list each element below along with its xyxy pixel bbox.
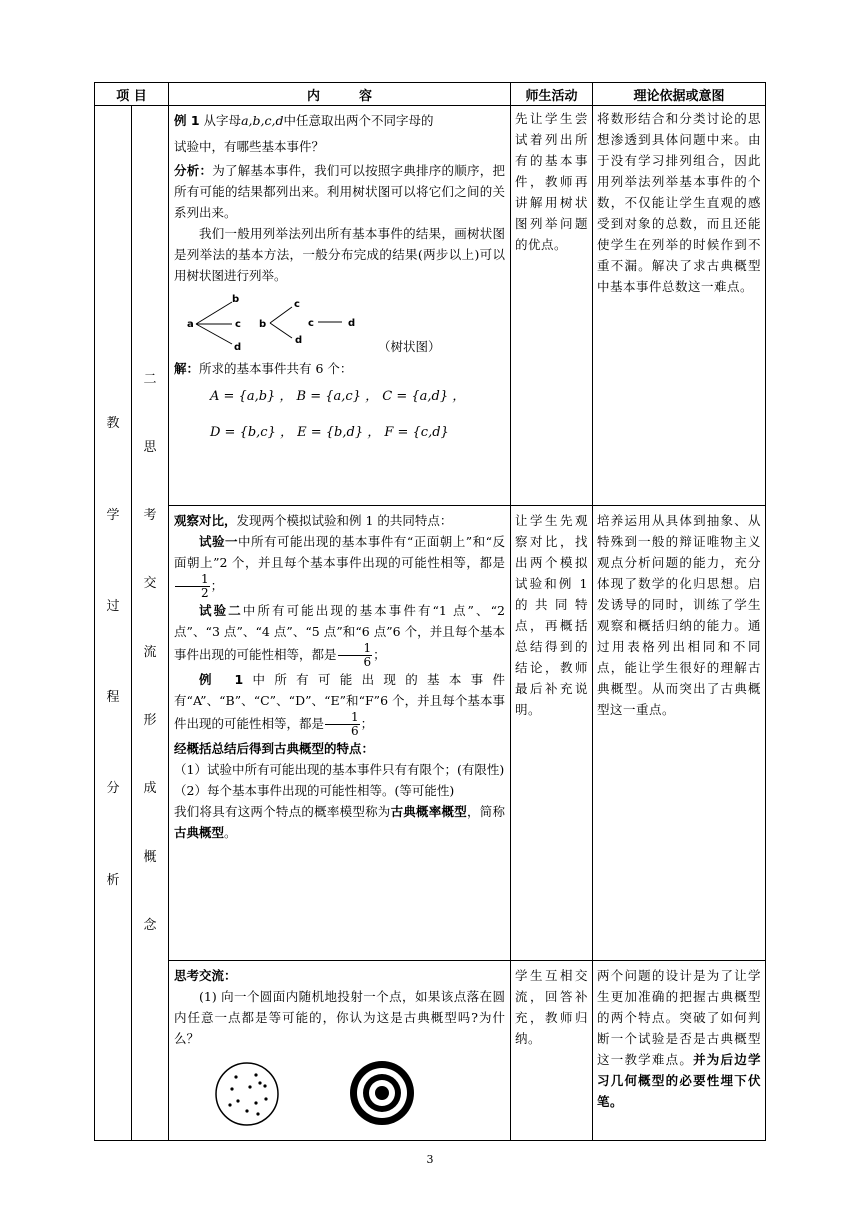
trial2-label: 试验二	[199, 603, 243, 618]
activity-text-1: 先让学生尝试着列出所有的基本事件，教师再讲解用树状图列举问题的优点。	[515, 111, 588, 252]
compare-cell	[169, 506, 511, 961]
fraction-den: 2	[201, 586, 209, 600]
definition-short-term: 古典概型	[174, 825, 225, 840]
tree-node: c	[235, 319, 241, 330]
example1-ref-label: 例 1	[199, 672, 244, 687]
think-label: 思考交流：	[174, 968, 237, 983]
solution-label: 解：	[174, 361, 200, 376]
theory-text-3-bold: 并为后边学习几何概型的必要性埋下伏笔。	[597, 1052, 761, 1109]
outer-char: 分	[106, 781, 120, 796]
outer-char: 过	[106, 599, 120, 614]
tree-node-b: b	[259, 319, 267, 330]
inner-char: 交	[143, 576, 157, 591]
inner-char: 考	[143, 508, 157, 523]
outer-char: 析	[106, 873, 120, 888]
tree-diagram	[174, 294, 505, 356]
page-number: 3	[426, 1153, 434, 1166]
tree-node-c: c	[308, 318, 314, 329]
trial1-label: 试验一	[199, 534, 238, 549]
analysis-text: 为了解基本事件，我们可以按照字典排序的顺序，把所有可能的结果都列出来。利用树状图可以将它们之间的关系列出来。	[174, 163, 505, 220]
solution-text: 所求的基本事件共有 6 个：	[199, 361, 353, 376]
example-label: 例 1	[174, 113, 200, 128]
fraction-sixth	[338, 642, 373, 669]
fraction-den: 6	[351, 724, 359, 738]
tree-caption: （树状图）	[378, 339, 441, 354]
inner-char: 二	[143, 372, 157, 387]
activity-cell-2	[511, 506, 593, 961]
theory-text-3: 两个问题的设计是为了让学生更加准确的把握古典概型的两个特点。突破了如何判断一个试验是否是古典概型这一教学难点。	[597, 968, 761, 1067]
definition-term: 古典概率概型	[390, 804, 467, 819]
header-content: 内 容	[169, 83, 511, 106]
random-points-circle-figure	[212, 1059, 282, 1129]
trial2-text: 中所有可能出现的基本事件有“1 点”、“2 点”、“3 点”、“4 点”、“5 点”和“6 点”6 个，并且每个基本事件出现的可能性相等，都是	[174, 603, 505, 662]
example-text: 从字母	[203, 113, 242, 128]
header-item: 项 目	[95, 83, 169, 106]
think-cell	[169, 961, 511, 1141]
activity-cell-1	[511, 106, 593, 506]
equation-line-1: A = {a,b} ， B = {a,c} ， C = {a,d} ，	[210, 389, 466, 404]
activity-cell-3	[511, 961, 593, 1141]
header-theory: 理论依据或意图	[593, 83, 766, 106]
fraction-num: 1	[325, 711, 360, 725]
fraction-num: 1	[338, 642, 373, 656]
analysis-label: 分析：	[174, 163, 213, 178]
example-line2: 试验中，有哪些基本事件？	[174, 139, 325, 154]
question-1: (1) 向一个圆面内随机地投射一个点，如果该点落在圆内任意一点都是等可能的，你认为这是古典概型吗?为什么？	[174, 989, 505, 1046]
target-rings-figure	[348, 1059, 416, 1127]
tree-node: b	[232, 294, 240, 305]
semicolon: ；	[373, 647, 386, 662]
fraction-half	[175, 573, 210, 600]
summary-label: 经概括总结后得到古典概型的特点：	[174, 741, 375, 756]
lesson-table	[94, 82, 766, 1141]
inner-vertical-label	[132, 106, 169, 1141]
activity-text-3: 学生互相交流，回答补充，教师归纳。	[515, 968, 588, 1046]
feature-1: （1）试验中所有可能出现的基本事件只有有限个；(有限性)	[174, 762, 505, 777]
method-paragraph: 我们一般用列举法列出所有基本事件的结果，画树状图是列举法的基本方法，一般分布完成的结果(两步以上)可以用树状图进行列举。	[174, 226, 505, 283]
tree-node: c	[294, 299, 300, 310]
semicolon: ；	[210, 578, 224, 593]
theory-cell-3	[593, 961, 766, 1141]
outer-char: 教	[106, 416, 120, 431]
row-example1	[95, 106, 766, 506]
compare-text: 发现两个模拟试验和例 1 的共同特点：	[236, 513, 453, 528]
row-think	[95, 961, 766, 1141]
inner-char: 流	[143, 645, 157, 660]
header-activity: 师生活动	[511, 83, 593, 106]
inner-char: 成	[143, 781, 157, 796]
inner-char: 思	[143, 440, 157, 455]
tree-node: d	[295, 335, 303, 346]
inner-char: 念	[143, 918, 157, 933]
outer-char: 学	[106, 508, 120, 523]
inner-char: 概	[143, 850, 157, 865]
theory-text-1: 将数形结合和分类讨论的思想渗透到具体问题中来。由于没有学习排列组合，因此用列举法列举基本事件的个数，不仅能让学生直观的感受到对象的总数，而且还能使学生在列举的时候作到不重不漏。解决了求古典概型中基本事件总数这一难点。	[597, 111, 761, 294]
outer-vertical-label	[95, 106, 132, 1141]
theory-cell-1	[593, 106, 766, 506]
row-compare	[95, 506, 766, 961]
inner-char: 形	[143, 713, 157, 728]
analysis-paragraph	[174, 160, 505, 223]
activity-text-2: 让学生先观察对比，找出两个模拟试验和例 1 的共同特点，再概括总结得到的结论，教师最后补充说明。	[515, 513, 588, 717]
tree-node: d	[348, 318, 356, 329]
tree-node: d	[234, 342, 242, 353]
example1-ref-text: 中所有可能出现的基本事件有“A”、“B”、“C”、“D”、“E”和“F”6 个，并且每个基本事件出现的可能性相等，都是	[174, 672, 505, 731]
definition-end: 。	[224, 825, 237, 840]
trial1-text: 中所有可能出现的基本事件有“正面朝上”和“反面朝上”2 个，并且每个基本事件出现的可能性相等，都是	[174, 534, 505, 570]
semicolon: ；	[360, 716, 374, 731]
figures	[174, 1053, 505, 1125]
fraction-sixth-2	[325, 711, 360, 738]
definition-pre: 我们将具有这两个特点的概率模型称为	[174, 804, 391, 819]
definition-mid: ，简称	[467, 804, 505, 819]
theory-text-2: 培养运用从具体到抽象、从特殊到一般的辩证唯物主义观点分析问题的能力，充分体现了数学的化归思想。启发诱导的同时，训练了学生观察和概括归纳的能力。通过用表格列出相同和不同点，能让学生很好的理解古典概型。从而突出了古典概型这一重点。	[597, 513, 761, 717]
equation-line-2: D = {b,c} ， E = {b,d} ， F = {c,d}	[210, 425, 449, 440]
fraction-num: 1	[175, 573, 210, 587]
header-row	[95, 83, 766, 106]
fraction-den: 6	[363, 655, 372, 669]
example1-cell	[169, 106, 511, 506]
feature-2: （2）每个基本事件出现的可能性相等。(等可能性)	[174, 783, 455, 798]
theory-cell-2	[593, 506, 766, 961]
compare-label: 观察对比，	[174, 513, 237, 528]
tree-node-a: a	[187, 319, 194, 330]
example-text2: 中任意取出两个不同字母的	[283, 113, 434, 128]
letters: a,b,c,d	[241, 113, 284, 128]
outer-char: 程	[106, 690, 120, 705]
